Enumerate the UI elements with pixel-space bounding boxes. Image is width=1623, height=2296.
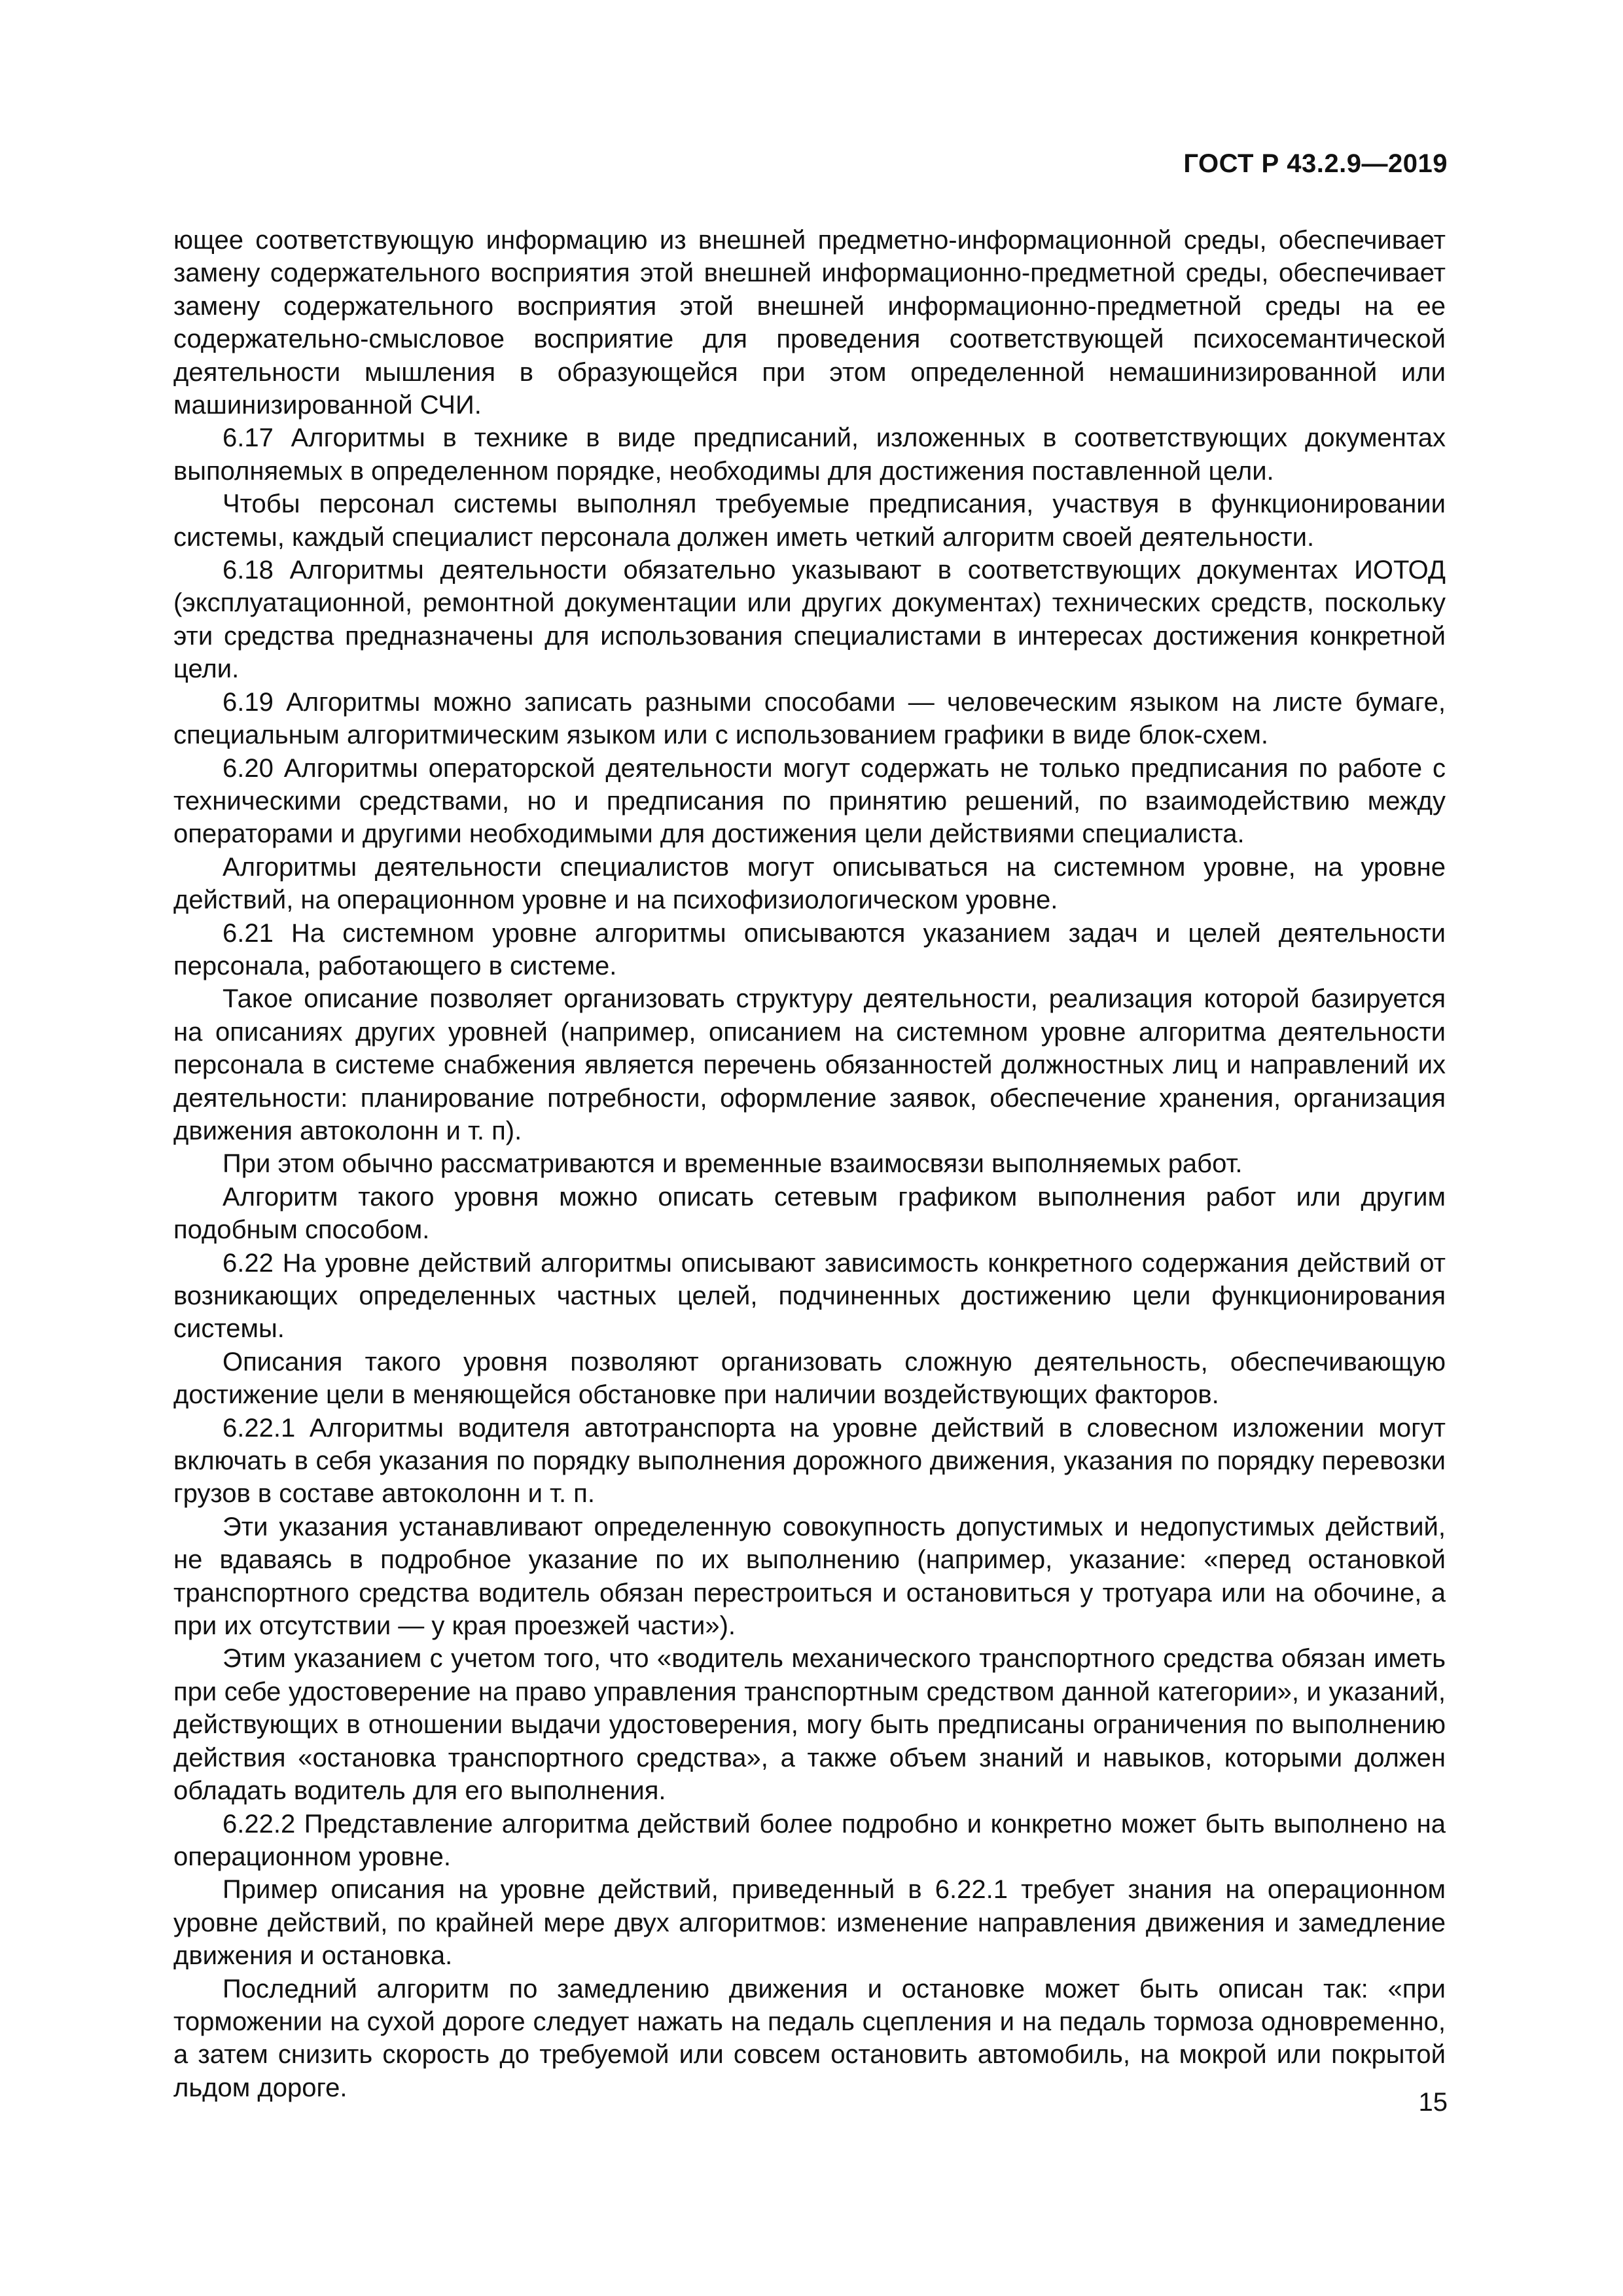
paragraph: Пример описания на уровне действий, приведенный в 6.22.1 требует знания на операционном уровне действий, по крайней мере двух алгоритмов: изменение направления движения и замедление движения и остановка. xyxy=(173,1875,1446,1971)
document-body xyxy=(173,224,1446,2104)
paragraph: Алгоритм такого уровня можно описать сетевым графиком выполнения работ или другим подобным способом. xyxy=(173,1182,1446,1245)
page-number: 15 xyxy=(1418,2088,1448,2117)
paragraph: 6.22 На уровне действий алгоритмы описывают зависимость конкретного содержания действий от возникающих определенных частных целей, подчиненных достижению цели функционирования системы. xyxy=(173,1248,1446,1344)
paragraph: 6.22.1 Алгоритмы водителя автотранспорта на уровне действий в словесном изложении могут включать в себя указания по порядку выполнения дорожного движения, указания по порядку перевозки грузов в составе автоколонн и т. п. xyxy=(173,1413,1446,1509)
paragraph: Алгоритмы деятельности специалистов могут описываться на системном уровне, на уровне действий, на операционном уровне и на психофизиологическом уровне. xyxy=(173,852,1446,915)
paragraph: 6.22.2 Представление алгоритма действий более подробно и конкретно может быть выполнено на операционном уровне. xyxy=(173,1809,1446,1871)
paragraph: ющее соответствующую информацию из внешней предметно-информационной среды, обеспечивает замену содержательного восприятия этой внешней информационно-предметной среды, обеспечивает замену содержательного восприятия этой внешней информационно-предметной среды на ее содержательно-смысловое восприятие для проведения соответствующей психосемантической деятельности мышления в образующейся при этом определенной немашинизированной или машинизированной СЧИ. xyxy=(173,226,1446,420)
paragraph: 6.19 Алгоритмы можно записать разными способами — человеческим языком на листе бумаге, специальным алгоритмическим языком или с использованием графики в виде блок-схем. xyxy=(173,687,1446,750)
paragraph: При этом обычно рассматриваются и временные взаимосвязи выполняемых работ. xyxy=(223,1149,1243,1179)
paragraph: Описания такого уровня позволяют организовать сложную деятельность, обеспечивающую достижение цели в меняющейся обстановке при наличии воздействующих факторов. xyxy=(173,1347,1446,1410)
paragraph: 6.20 Алгоритмы операторской деятельности могут содержать не только предписания по работе с техническими средствами, но и предписания по принятию решений, по взаимодействию между операторами и другими необходимыми для достижения цели действиями специалиста. xyxy=(173,753,1446,849)
paragraph: Чтобы персонал системы выполнял требуемые предписания, участвуя в функционировании системы, каждый специалист персонала должен иметь четкий алгоритм своей деятельности. xyxy=(173,490,1446,552)
document-code-header: ГОСТ Р 43.2.9—2019 xyxy=(1183,149,1448,178)
paragraph: 6.17 Алгоритмы в технике в виде предписаний, изложенных в соответствующих документах выполняемых в определенном порядке, необходимы для достижения поставленной цели. xyxy=(173,423,1446,486)
paragraph: Такое описание позволяет организовать структуру деятельности, реализация которой базируется на описаниях других уровней (например, описанием на системном уровне алгоритма деятельности персонала в системе снабжения является перечень обязанностей должностных лиц и направлений их деятельности: планирование потребности, оформление заявок, обеспечение хранения, организация движения автоколонн и т. п). xyxy=(173,984,1446,1145)
paragraph: Этим указанием с учетом того, что «водитель механического транспортного средства обязан иметь при себе удостоверение на право управления транспортным средством данной категории», и указаний, действующих в отношении выдачи удостоверения, могу быть предписаны ограничения по выполнению действия «остановка транспортного средства», а также объем знаний и навыков, которыми должен обладать водитель для его выполнения. xyxy=(173,1644,1446,1806)
paragraph: Последний алгоритм по замедлению движения и остановке может быть описан так: «при торможении на сухой дороге следует нажать на педаль сцепления и на педаль тормоза одновременно, а затем снизить скорость до требуемой или совсем остановить автомобиль, на мокрой или покрытой льдом дороге. xyxy=(173,1974,1446,2102)
paragraph: 6.18 Алгоритмы деятельности обязательно указывают в соответствующих документах ИОТОД (эксплуатационной, ремонтной документации или других документах) технических средств, поскольку эти средства предназначены для использования специалистами в интересах достижения конкретной цели. xyxy=(173,556,1446,684)
paragraph: Эти указания устанавливают определенную совокупность допустимых и недопустимых действий, не вдаваясь в подробное указание по их выполнению (например, указание: «перед остановкой транспортного средства водитель обязан перестроиться и остановиться у тротуара или на обочине, а при их отсутствии — у края проезжей части»). xyxy=(173,1512,1446,1641)
paragraph: 6.21 На системном уровне алгоритмы описываются указанием задач и целей деятельности персонала, работающего в системе. xyxy=(173,918,1446,980)
